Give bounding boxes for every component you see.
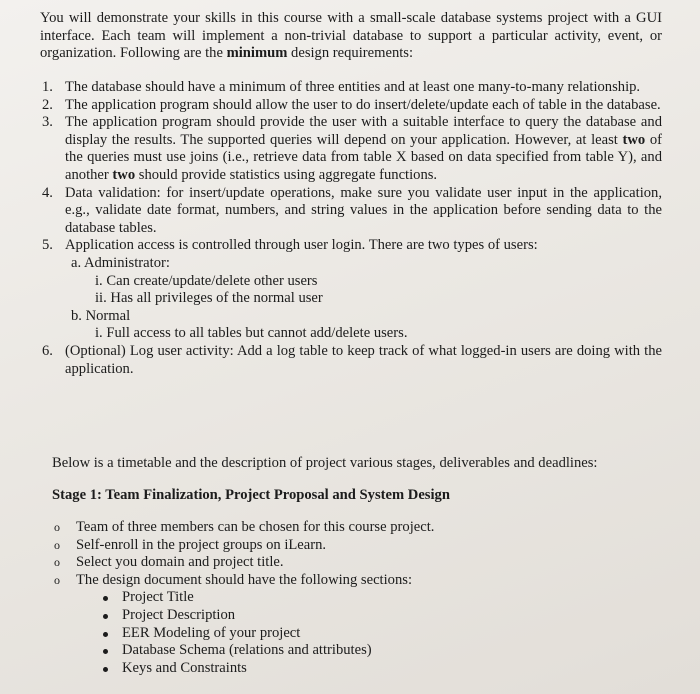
dot-bullet-icon xyxy=(103,596,108,601)
stage1-list xyxy=(54,519,434,677)
user-type-label: b. Normal xyxy=(71,307,131,324)
stage1-item-text: The design document should have the following sections: xyxy=(76,571,412,588)
requirement-item xyxy=(40,343,662,378)
stage1-item-text: Self-enroll in the project groups on iLearn. xyxy=(76,536,327,553)
user-type-item xyxy=(71,255,662,308)
requirement-item xyxy=(40,79,662,97)
requirement-bold-two: two xyxy=(622,131,646,148)
requirement-number: 5. xyxy=(42,237,53,254)
requirement-number: 2. xyxy=(42,96,53,113)
intro-paragraph xyxy=(40,10,662,63)
dot-bullet-icon xyxy=(103,632,108,637)
requirement-text: of the queries must use joins (i.e., retrieve data from table X based on data specified from table Y), and another xyxy=(65,131,662,183)
requirement-text: Application access is controlled through user login. There are two types of users: xyxy=(65,237,538,254)
requirement-number: 6. xyxy=(42,342,53,359)
privilege-list xyxy=(71,273,662,308)
requirement-text: The database should have a minimum of three entities and at least one many-to-many relationship. xyxy=(65,79,641,95)
stage1-item xyxy=(54,554,434,572)
stage1-item xyxy=(54,519,434,537)
dot-bullet-icon xyxy=(103,614,108,619)
requirement-number: 3. xyxy=(42,114,53,131)
design-section-text: Keys and Constraints xyxy=(122,659,247,676)
design-section-item xyxy=(100,660,434,678)
stage1-item xyxy=(54,572,434,678)
requirement-item xyxy=(40,114,662,184)
design-section-text: Project Title xyxy=(122,589,194,606)
privilege-item: i. Can create/update/delete other users xyxy=(95,272,318,289)
privilege-item: i. Full access to all tables but cannot add/delete users. xyxy=(95,325,408,342)
requirement-bold-two: two xyxy=(112,166,136,183)
design-section-text: Project Description xyxy=(122,606,236,623)
intro-bold-minimum: minimum xyxy=(226,45,288,62)
requirement-number: 4. xyxy=(42,184,53,201)
user-types-list xyxy=(65,255,662,343)
timetable-intro: Below is a timetable and the description of project various stages, deliverables and deadlines: xyxy=(52,455,598,471)
stage1-heading: Stage 1: Team Finalization, Project Proposal and System Design xyxy=(52,487,450,503)
stage1-item-text: Team of three members can be chosen for this course project. xyxy=(76,519,435,535)
requirements-list xyxy=(40,79,662,378)
requirement-text: should provide statistics using aggregate functions. xyxy=(135,166,438,183)
requirement-number: 1. xyxy=(42,79,53,95)
privilege-list xyxy=(71,325,662,343)
user-type-label: a. Administrator: xyxy=(71,254,170,271)
requirement-text: Data validation: for insert/update operations, make sure you validate user input in the application, e.g., validate date format, numbers, and string values in the application before sending data to the database tables. xyxy=(65,184,662,236)
circle-bullet-icon: o xyxy=(54,572,60,587)
requirement-text: (Optional) Log user activity: Add a log table to keep track of what logged-in users are doing with the application. xyxy=(65,342,662,377)
circle-bullet-icon: o xyxy=(54,555,60,570)
requirement-item xyxy=(40,237,662,343)
intro-text-1: You will demonstrate your skills in this course with a small-scale database systems project with a GUI interface. Each team will implement a non-trivial database to support a particular activity, event, or organization. Following are the xyxy=(40,10,662,62)
circle-bullet-icon: o xyxy=(54,520,60,534)
requirement-text: The application program should provide the user with a suitable interface to query the database and display the results. The supported queries will depend on your application. However, at least xyxy=(65,114,662,148)
design-section-item xyxy=(100,642,434,660)
intro-text-2: design requirements: xyxy=(287,45,414,62)
design-sections-list xyxy=(76,589,434,677)
design-section-item xyxy=(100,607,434,625)
dot-bullet-icon xyxy=(103,649,108,654)
requirement-item xyxy=(40,185,662,238)
design-section-text: EER Modeling of your project xyxy=(122,624,301,641)
privilege-item: ii. Has all privileges of the normal user xyxy=(95,290,323,307)
requirement-item xyxy=(40,97,662,115)
design-section-item xyxy=(100,625,434,643)
user-type-item xyxy=(71,308,662,343)
design-section-item xyxy=(100,589,434,607)
stage1-item-text: Select you domain and project title. xyxy=(76,554,284,571)
stage1-item xyxy=(54,537,434,555)
design-section-text: Database Schema (relations and attributes) xyxy=(122,642,372,659)
circle-bullet-icon: o xyxy=(54,537,60,552)
dot-bullet-icon xyxy=(103,667,108,672)
requirement-text: The application program should allow the user to do insert/delete/update each of table in the database. xyxy=(65,96,661,113)
